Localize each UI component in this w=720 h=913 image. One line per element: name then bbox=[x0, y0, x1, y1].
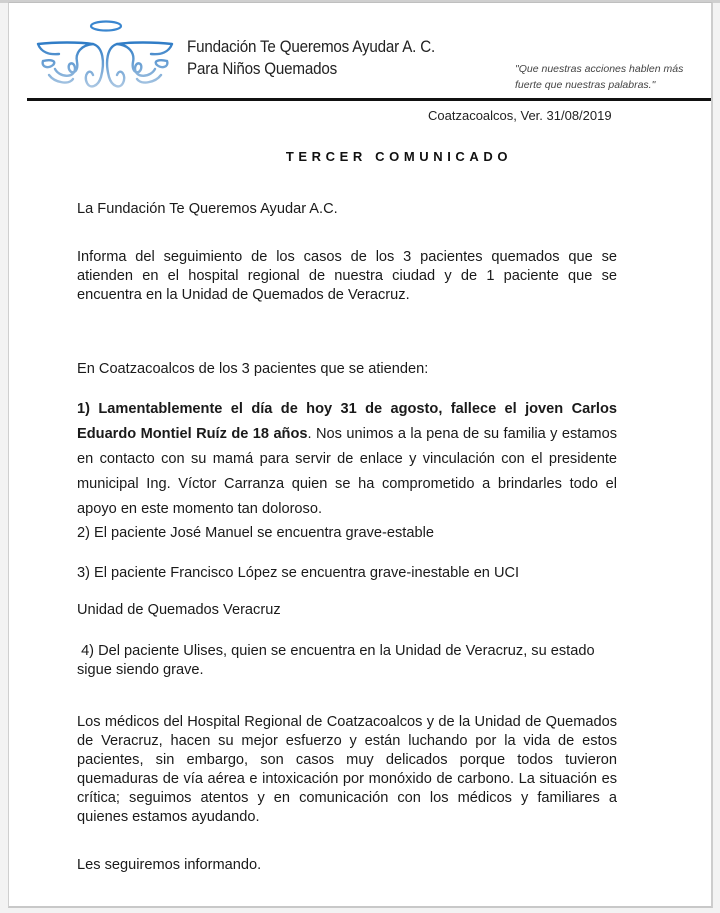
org-name-line1: Fundación Te Queremos Ayudar A. C. bbox=[187, 38, 436, 56]
motto-line1: "Que nuestras acciones hablen más bbox=[515, 63, 684, 75]
org-name-line2: Para Niños Quemados bbox=[187, 60, 338, 78]
item-2: 2) El paciente José Manuel se encuentra grave-estable bbox=[77, 525, 434, 541]
intro-line: La Fundación Te Queremos Ayudar A.C. bbox=[77, 201, 338, 217]
item-4: 4) Del paciente Ulises, quien se encuentra en la Unidad de Veracruz, su estado sigue siendo grave. bbox=[77, 643, 599, 678]
closing-paragraph: Los médicos del Hospital Regional de Coatzacoalcos y de la Unidad de Quemados de Veracruz, hacen su mejor esfuerzo y están luchando por la vida de estos pacientes, sin embargo, son casos muy delicados porque todos tuvieron quemaduras de vía aérea e intoxicación por monóxido de carbono. La situación es crítica; seguimos atentos y en comunicación con los médicos y familiares a quienes estamos ayudando. bbox=[77, 714, 617, 825]
motto-line2: fuerte que nuestras palabras." bbox=[515, 79, 656, 91]
place-date: Coatzacoalcos, Ver. 31/08/2019 bbox=[428, 108, 612, 123]
summary-paragraph: Informa del seguimiento de los casos de los 3 pacientes quemados que se atienden en el hospital regional de nuestra ciudad y de 1 paciente que se encuentra en la Unidad de Quemados de Veracruz. bbox=[77, 249, 617, 303]
item-3: 3) El paciente Francisco López se encuentra grave-inestable en UCI bbox=[77, 565, 520, 581]
angel-wings-halo-icon bbox=[35, 17, 175, 91]
header-divider bbox=[27, 98, 711, 101]
signoff: Les seguiremos informando. bbox=[77, 857, 262, 873]
section-heading-veracruz: Unidad de Quemados Veracruz bbox=[77, 602, 281, 618]
item-1-highlight: 1) Lamentablemente el día de hoy 31 de agosto, fallece el joven Carlos Eduardo Montiel Ruíz de 18 años bbox=[77, 401, 617, 442]
item-1 bbox=[77, 397, 617, 522]
organization-name bbox=[187, 36, 435, 80]
document-title: TERCER COMUNICADO bbox=[285, 149, 513, 164]
motto bbox=[515, 61, 683, 93]
section-heading-coatzacoalcos: En Coatzacoalcos de los 3 pacientes que se atienden: bbox=[77, 361, 429, 377]
item-1-text: . Nos unimos a la pena de su familia y estamos en contacto con su mamá para servir de enlace y vinculación con el presidente municipal Ing. Víctor Carranza quien se ha comprometido a brindarles todo el apoyo en este momento tan doloroso. bbox=[77, 426, 617, 517]
